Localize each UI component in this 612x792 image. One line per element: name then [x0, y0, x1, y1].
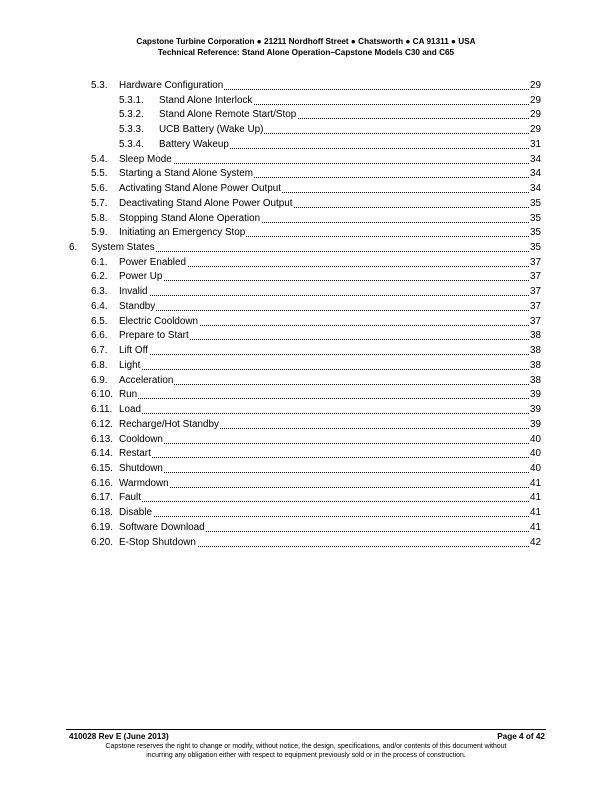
toc-page-number[interactable]: 38 [530, 359, 541, 371]
toc-section-title[interactable]: Starting a Stand Alone System [119, 168, 253, 180]
toc-entry[interactable] [119, 315, 541, 329]
toc-section-number: 5.3.3. [119, 124, 144, 136]
toc-entry[interactable] [119, 197, 541, 211]
toc-row[interactable] [0, 506, 612, 520]
toc-section-number: 5.3. [91, 80, 108, 91]
toc-section-title[interactable]: Standby [119, 300, 156, 312]
toc-page-number[interactable]: 41 [530, 492, 541, 504]
toc-section-number: 6.5. [91, 315, 108, 327]
page-header [0, 36, 612, 58]
toc-page-number[interactable]: 31 [530, 138, 541, 150]
toc-page-number[interactable]: 37 [530, 256, 541, 268]
toc-entry[interactable] [119, 300, 541, 314]
footer-disclaimer [66, 742, 546, 760]
toc-section-title[interactable]: Load [119, 404, 141, 416]
toc-section-number: 6. [69, 242, 78, 254]
toc-page-number[interactable]: 34 [530, 183, 541, 195]
toc-entry[interactable] [119, 403, 541, 417]
toc-section-number: 5.5. [91, 168, 108, 180]
toc-page-number[interactable]: 41 [530, 477, 541, 489]
toc-row[interactable] [0, 270, 612, 284]
toc-row[interactable] [0, 212, 612, 226]
toc-entry[interactable] [119, 418, 541, 432]
toc-row[interactable] [0, 315, 612, 329]
toc-entry[interactable] [159, 94, 541, 108]
toc-entry[interactable] [119, 79, 541, 93]
toc-section-title[interactable]: Run [119, 389, 138, 401]
toc-entry[interactable] [119, 329, 541, 343]
toc-section-title[interactable]: Shutdown [119, 462, 163, 474]
toc-page-number[interactable]: 37 [530, 315, 541, 327]
toc-page-number[interactable]: 29 [530, 94, 541, 106]
toc-section-number: 6.2. [91, 271, 108, 283]
toc-row[interactable] [0, 418, 612, 432]
toc-entry[interactable] [119, 344, 541, 358]
document-revision: 410028 Rev E (June 2013) [69, 732, 169, 741]
toc-entry[interactable] [119, 536, 541, 550]
toc-page-number[interactable]: 37 [530, 300, 541, 312]
toc-section-number: 6.20. [91, 536, 113, 548]
toc-section-title[interactable]: Power Enabled [119, 256, 186, 268]
toc-entry[interactable] [159, 138, 541, 152]
toc-section-number: 6.17. [91, 492, 113, 504]
toc-dot-leader [119, 310, 541, 311]
toc-section-number: 5.9. [91, 227, 108, 239]
toc-section-title[interactable]: Deactivating Stand Alone Power Output [119, 197, 293, 209]
toc-dot-leader [119, 163, 541, 164]
toc-dot-leader [119, 501, 541, 502]
toc-row[interactable] [0, 226, 612, 240]
toc-row[interactable] [0, 462, 612, 476]
toc-entry[interactable] [119, 521, 541, 535]
toc-section-title[interactable]: Activating Stand Alone Power Output [119, 183, 281, 195]
toc-section-title[interactable]: Warmdown [119, 477, 169, 489]
toc-section-number: 5.3.4. [119, 138, 144, 150]
toc-section-title[interactable]: Prepare to Start [119, 330, 189, 342]
toc-entry[interactable] [119, 182, 541, 196]
toc-section-number: 6.4. [91, 300, 108, 312]
toc-section-title[interactable]: Stopping Stand Alone Operation [119, 212, 261, 224]
toc-row[interactable] [0, 433, 612, 447]
toc-dot-leader [119, 369, 541, 370]
toc-section-title[interactable]: Stand Alone Remote Start/Stop [159, 109, 297, 121]
toc-row[interactable] [0, 536, 612, 550]
toc-section-title[interactable]: Cooldown [119, 433, 163, 445]
toc-dot-leader [119, 280, 541, 281]
toc-page-number[interactable]: 41 [530, 507, 541, 519]
toc-section-number: 5.4. [91, 153, 108, 165]
toc-section-title[interactable]: E-Stop Shutdown [119, 536, 196, 548]
toc-dot-leader [119, 516, 541, 517]
page-number: Page 4 of 42 [497, 732, 545, 741]
toc-section-number: 6.11. [91, 404, 113, 416]
toc-page-number[interactable]: 38 [530, 330, 541, 342]
toc-section-title[interactable]: UCB Battery (Wake Up) [159, 124, 264, 136]
toc-section-title[interactable]: Fault [119, 492, 141, 504]
toc-dot-leader [119, 398, 541, 399]
toc-entry[interactable] [119, 256, 541, 270]
toc-entry[interactable] [119, 462, 541, 476]
disclaimer-line-2: incurring any obligation either with respect to equipment previously sold or in the process of construction. [146, 752, 466, 759]
toc-page-number[interactable]: 38 [530, 345, 541, 357]
toc-row[interactable] [0, 153, 612, 167]
toc-dot-leader [119, 295, 541, 296]
toc-entry[interactable] [119, 433, 541, 447]
toc-entry[interactable] [119, 167, 541, 181]
toc-row[interactable] [0, 182, 612, 196]
toc-page-number[interactable]: 39 [530, 404, 541, 416]
toc-row[interactable] [0, 359, 612, 373]
toc-row[interactable] [0, 108, 612, 122]
disclaimer-line-1: Capstone reserves the right to change or modify, without notice, the design, specifications, and/or contents of this document without [105, 743, 507, 750]
toc-section-number: 6.14. [91, 448, 113, 460]
toc-section-number: 6.9. [91, 374, 108, 386]
toc-row[interactable] [0, 403, 612, 417]
toc-entry[interactable] [159, 108, 541, 122]
toc-section-title[interactable]: Electric Cooldown [119, 315, 199, 327]
toc-section-title[interactable]: Acceleration [119, 374, 174, 386]
toc-row[interactable] [0, 167, 612, 181]
toc-section-title[interactable]: Lift Off [119, 345, 148, 357]
toc-section-number: 6.12. [91, 418, 113, 430]
toc-section-number: 5.6. [91, 183, 108, 195]
toc-entry[interactable] [119, 153, 541, 167]
toc-page-number[interactable]: 35 [530, 212, 541, 224]
toc-page-number[interactable]: 29 [530, 80, 541, 91]
toc-page-number[interactable]: 37 [530, 271, 541, 283]
toc-row[interactable] [0, 374, 612, 388]
toc-section-number: 5.3.1. [119, 94, 144, 106]
toc-section-number: 5.8. [91, 212, 108, 224]
toc-section-number: 6.15. [91, 462, 113, 474]
toc-section-number: 6.10. [91, 389, 113, 401]
toc-page-number[interactable]: 40 [530, 433, 541, 445]
toc-section-title[interactable]: Initiating an Emergency Stop [119, 227, 246, 239]
toc-dot-leader [91, 251, 541, 252]
toc-row[interactable] [0, 197, 612, 211]
toc-section-number: 6.1. [91, 256, 108, 268]
toc-section-title[interactable]: Battery Wakeup [159, 138, 229, 150]
toc-page-number[interactable]: 40 [530, 462, 541, 474]
header-document-title: Technical Reference: Stand Alone Operation–Capstone Models C30 and C65 [157, 48, 455, 57]
header-company-line: Capstone Turbine Corporation ● 21211 Nordhoff Street ● Chatsworth ● CA 91311 ● USA [136, 37, 476, 46]
toc-section-number: 6.19. [91, 521, 113, 533]
toc-dot-leader [119, 457, 541, 458]
toc-entry[interactable] [159, 123, 541, 137]
toc-dot-leader [119, 413, 541, 414]
toc-page-number[interactable]: 35 [530, 197, 541, 209]
toc-section-title[interactable]: Invalid [119, 286, 148, 298]
toc-entry[interactable] [91, 241, 541, 255]
toc-page-number[interactable]: 37 [530, 286, 541, 298]
toc-page-number[interactable]: 35 [530, 242, 541, 254]
toc-section-number: 6.18. [91, 507, 113, 519]
toc-entry[interactable] [119, 226, 541, 240]
toc-section-title[interactable]: Light [119, 359, 141, 371]
toc-entry[interactable] [119, 477, 541, 491]
toc-section-title[interactable]: Software Download [119, 521, 205, 533]
toc-section-title[interactable]: Power Up [119, 271, 163, 283]
toc-entry[interactable] [119, 388, 541, 402]
toc-entry[interactable] [119, 359, 541, 373]
toc-page-number[interactable]: 39 [530, 389, 541, 401]
toc-row[interactable] [0, 329, 612, 343]
toc-section-title[interactable]: Stand Alone Interlock [159, 94, 253, 106]
toc-row[interactable] [0, 79, 612, 93]
toc-entry[interactable] [119, 491, 541, 505]
toc-dot-leader [119, 487, 541, 488]
toc-entry[interactable] [119, 285, 541, 299]
toc-dot-leader [119, 384, 541, 385]
toc-entry[interactable] [119, 506, 541, 520]
toc-page-number[interactable]: 29 [530, 109, 541, 121]
toc-row[interactable] [0, 477, 612, 491]
toc-page-number[interactable]: 40 [530, 448, 541, 460]
toc-row[interactable] [0, 94, 612, 108]
toc-section-number: 6.13. [91, 433, 113, 445]
toc-row[interactable] [0, 123, 612, 137]
footer-divider [66, 729, 546, 730]
toc-page-number[interactable]: 39 [530, 418, 541, 430]
toc-section-title[interactable]: Hardware Configuration [119, 80, 224, 91]
toc-row[interactable] [0, 285, 612, 299]
toc-section-number: 6.16. [91, 477, 113, 489]
toc-row[interactable] [0, 344, 612, 358]
toc-row[interactable] [0, 491, 612, 505]
toc-row[interactable] [0, 300, 612, 314]
toc-entry[interactable] [119, 270, 541, 284]
toc-row[interactable] [0, 138, 612, 152]
toc-section-number: 5.3.2. [119, 109, 144, 121]
toc-page-number[interactable]: 38 [530, 374, 541, 386]
toc-row[interactable] [0, 241, 612, 255]
toc-page-number[interactable]: 42 [530, 536, 541, 548]
toc-section-title[interactable]: Disable [119, 507, 152, 519]
toc-row[interactable] [0, 447, 612, 461]
toc-page-number[interactable]: 29 [530, 124, 541, 136]
toc-section-title[interactable]: Recharge/Hot Standby [119, 418, 219, 430]
toc-row[interactable] [0, 256, 612, 270]
toc-section-title[interactable]: Sleep Mode [119, 153, 172, 165]
toc-page-number[interactable]: 35 [530, 227, 541, 239]
toc-dot-leader [119, 472, 541, 473]
toc-dot-leader [119, 443, 541, 444]
toc-page-number[interactable]: 41 [530, 521, 541, 533]
toc-section-number: 6.7. [91, 345, 108, 357]
toc-page-number[interactable]: 34 [530, 168, 541, 180]
toc-section-title[interactable]: System States [91, 242, 155, 254]
toc-entry[interactable] [119, 447, 541, 461]
toc-row[interactable] [0, 521, 612, 535]
toc-section-number: 6.8. [91, 359, 108, 371]
toc-section-number: 6.3. [91, 286, 108, 298]
toc-entry[interactable] [119, 374, 541, 388]
toc-section-title[interactable]: Restart [119, 448, 151, 460]
toc-section-number: 6.6. [91, 330, 108, 342]
toc-section-number: 5.7. [91, 197, 108, 209]
toc-page-number[interactable]: 34 [530, 153, 541, 165]
toc-entry[interactable] [119, 212, 541, 226]
toc-dot-leader [119, 354, 541, 355]
toc-row[interactable] [0, 388, 612, 402]
